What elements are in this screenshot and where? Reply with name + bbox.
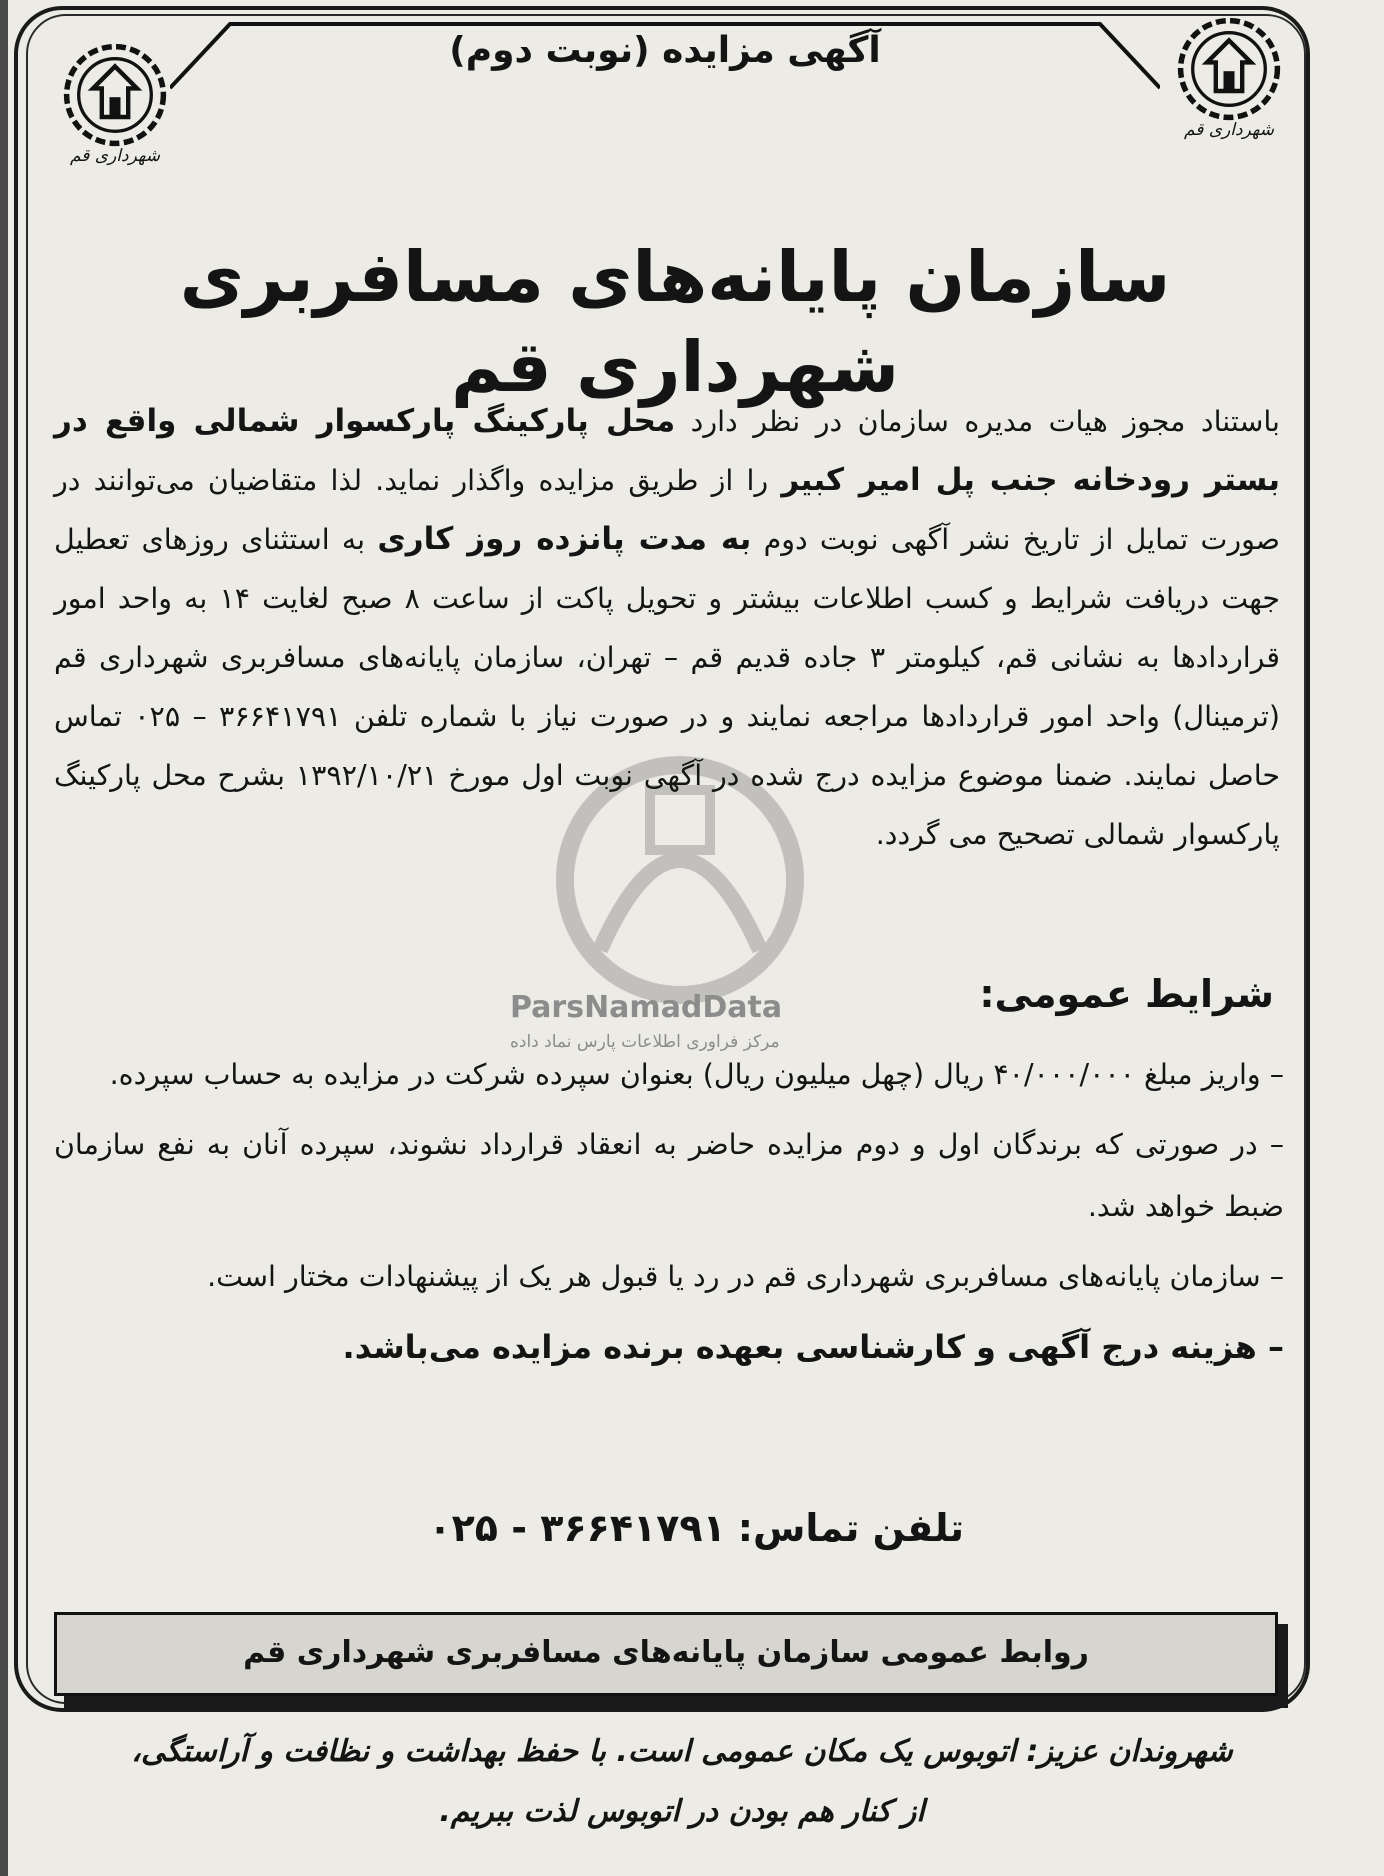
- list-item: – در صورتی که برندگان اول و دوم مزایده حاضر به انعقاد قرارداد نشوند، سپرده آنان به نفع سازمان ضبط خواهد شد.: [54, 1128, 1284, 1223]
- citizen-message-line: شهروندان عزیز: اتوبوس یک مکان عمومی است. با حفظ بهداشت و نظافت و آراستگی،: [131, 1734, 1233, 1769]
- body-paragraph: [54, 392, 1280, 864]
- logo-caption: شهرداری قم: [69, 146, 161, 166]
- list-item: – واریز مبلغ ۴۰/۰۰۰/۰۰۰ ریال (چهل میلیون ریال) بعنوان سپرده شرکت در مزایده به حساب سپرده.: [109, 1058, 1284, 1091]
- phone-number: ۳۶۶۴۱۷۹۱ - ۰۲۵: [428, 1506, 726, 1550]
- contact-phone: [416, 1506, 964, 1550]
- list-item: – سازمان پایانه‌های مسافربری شهرداری قم در رد یا قبول هر یک از پیشنهادات مختار است.: [207, 1260, 1284, 1293]
- announcement-body: [54, 392, 1280, 864]
- ad-label-box: [170, 18, 1160, 94]
- body-text: باستناد مجوز هیات مدیره سازمان در نظر دارد: [675, 405, 1280, 438]
- watermark-subtitle: مرکز فراوری اطلاعات پارس نماد داده: [510, 1032, 780, 1052]
- public-relations-banner: روابط عمومی سازمان پایانه‌های مسافربری شهرداری قم: [54, 1612, 1278, 1696]
- conditions-list: [54, 1044, 1284, 1386]
- emblem-icon: [60, 40, 170, 150]
- citizen-message-line: از کنار هم بودن در اتوبوس لذت ببریم.: [439, 1794, 925, 1829]
- emblem-icon: [1174, 14, 1284, 124]
- citizen-message: [20, 1722, 1344, 1842]
- body-bold-text: محل پارکینگ پارکسوار شمالی واقع در بستر رودخانه جنب پل امیر کبیر: [54, 403, 1280, 498]
- page-edge: [0, 0, 8, 1876]
- phone-label: تلفن تماس:: [737, 1506, 964, 1550]
- page-title: سازمان پایانه‌های مسافربری شهرداری قم: [179, 236, 1171, 408]
- body-text: به استثنای روزهای تعطیل جهت دریافت شرایط و کسب اطلاعات بیشتر و تحویل پاکت از ساعت ۸ صبح لغایت ۱۴ به واحد امور قراردادها به نشانی قم، کیلومتر ۳ جاده قدیم قم – تهران، سازمان پایانه‌های مسافربری شهرداری قم (ترمینال) واحد امور قراردادها مراجعه نمایند و در صورت نیاز با شماره تلفن ۳۶۶۴۱۷۹۱ – ۰۲۵ تماس حاصل نمایند. ضمنا موضوع مزایده درج شده در آگهی نوبت اول مورخ ۱۳۹۲/۱۰/۲۱ بشرح محل پارکینگ پارکسوار شمالی تصحیح می گردد.: [54, 523, 1280, 851]
- watermark-brand: ParsNamadData: [510, 990, 783, 1025]
- municipality-logo-right: [1164, 14, 1294, 144]
- cost-note: – هزینه درج آگهی و کارشناسی بعهده برنده مزایده می‌باشد.: [342, 1328, 1284, 1366]
- body-bold-text: به مدت پانزده روز کاری: [377, 521, 752, 557]
- municipality-logo-left: [50, 40, 180, 170]
- body-text: را از طریق مزایده واگذار نماید. لذا متقاضیان می‌توانند در صورت تمایل از تاریخ نشر آگهی نوبت دوم: [54, 464, 1281, 556]
- conditions-heading: شرایط عمومی:: [979, 972, 1274, 1016]
- ad-label: آگهی مزایده (نوبت دوم): [449, 30, 881, 71]
- logo-caption: شهرداری قم: [1183, 120, 1275, 140]
